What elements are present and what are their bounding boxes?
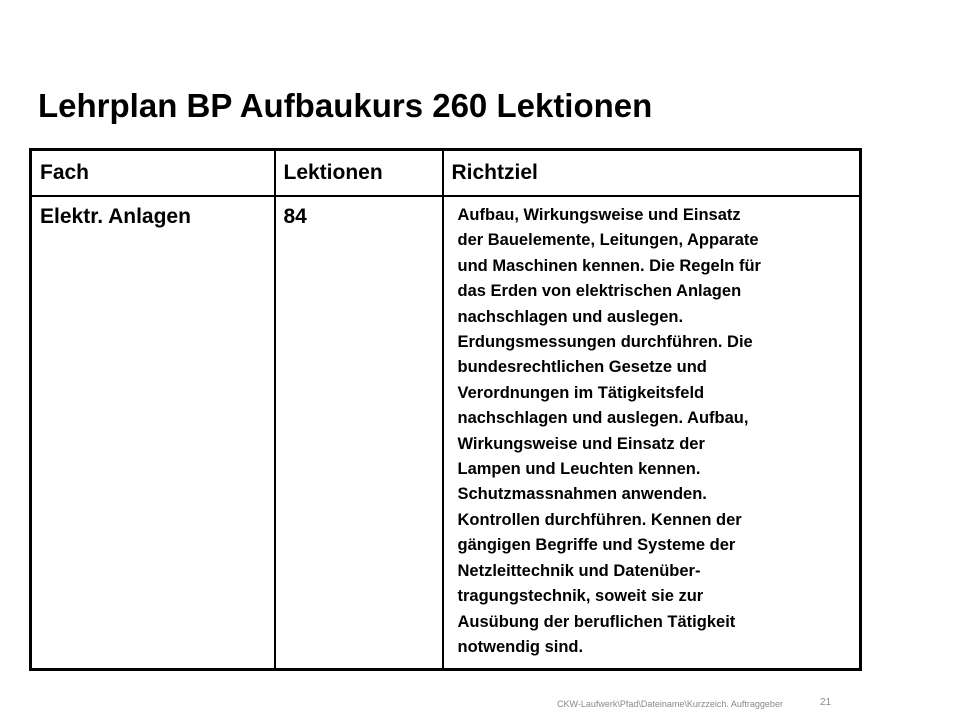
table-row [31,196,861,670]
footer-path-text: CKW-Laufwerk\Pfad\Dateiname\Kurzzeich. Auftraggeber [557,699,783,709]
cell-fach: Elektr. Anlagen [31,196,275,670]
richtziel-line: Schutzmassnahmen anwenden. [457,485,707,504]
richtziel-line: Netzleittechnik und Datenüber- [457,561,701,580]
curriculum-table [29,148,862,671]
column-header-richtziel: Richtziel [443,150,861,197]
richtziel-line: Verordnungen im Tätigkeitsfeld [457,383,705,402]
richtziel-line: Aufbau, Wirkungsweise und Einsatz [457,206,741,224]
richtziel-line: tragungstechnik, soweit sie zur [457,587,704,606]
slide-title: Lehrplan BP Aufbaukurs 260 Lektionen [38,87,653,124]
richtziel-line: nachschlagen und auslegen. Aufbau, [457,409,749,428]
richtziel-line: notwendig sind. [457,637,584,656]
richtziel-line: Wirkungsweise und Einsatz der [457,434,705,453]
column-header-fach: Fach [31,150,275,197]
richtziel-line: gängigen Begriffe und Systeme der [457,536,736,555]
richtziel-line: Lampen und Leuchten kennen. [457,460,701,479]
richtziel-line: der Bauelemente, Leitungen, Apparate [457,231,759,250]
richtziel-line: Ausübung der beruflichen Tätigkeit [457,612,736,631]
richtziel-line: Erdungsmessungen durchführen. Die [457,333,753,352]
richtziel-line: und Maschinen kennen. Die Regeln für [457,256,761,275]
table-header-row [31,150,861,197]
cell-lektionen: 84 [275,196,443,670]
richtziel-line: bundesrechtlichen Gesetze und [457,358,707,377]
column-header-lektionen: Lektionen [275,150,443,197]
page-number: 21 [820,697,832,708]
cell-richtziel [443,196,861,670]
richtziel-line: Kontrollen durchführen. Kennen der [457,510,742,529]
richtziel-line: nachschlagen und auslegen. [457,307,684,326]
richtziel-line: das Erden von elektrischen Anlagen [457,282,742,301]
